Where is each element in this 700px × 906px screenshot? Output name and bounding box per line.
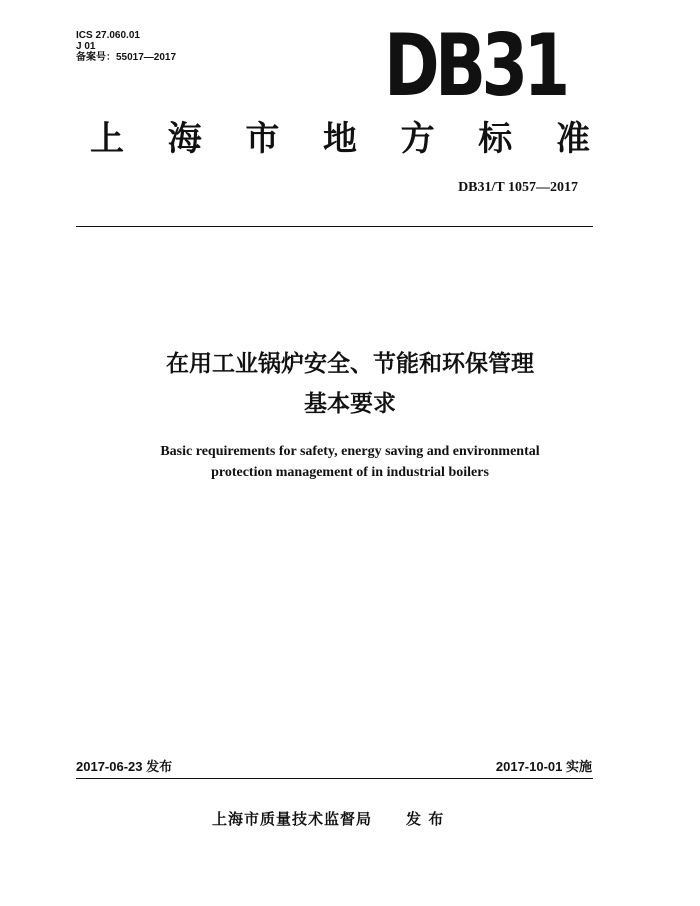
ccs-code: J 01: [76, 41, 96, 52]
issuer-name: 上海市质量技术监督局: [212, 810, 373, 828]
english-title-line-1: Basic requirements for safety, energy saving and environmental: [160, 444, 540, 459]
top-divider: [76, 226, 593, 227]
issue-date: 2017-06-23 发布: [76, 759, 173, 774]
standard-number: DB31/T 1057—2017: [458, 180, 578, 195]
ics-code: ICS 27.060.01: [76, 30, 140, 41]
standard-type-heading: [90, 118, 590, 160]
chinese-title: [60, 344, 640, 424]
document-metadata: [76, 30, 176, 63]
english-title-line-2: protection management of in industrial boilers: [211, 465, 489, 480]
chinese-title-line-1: 在用工业锅炉安全、节能和环保管理: [166, 351, 534, 377]
standard-type-char: 准: [555, 119, 590, 159]
standard-type-char: 上: [90, 119, 124, 159]
issuing-authority: [212, 808, 444, 829]
english-title: [60, 441, 640, 483]
standard-type-char: 海: [167, 119, 202, 159]
implementation-date: 2017-10-01 实施: [495, 759, 592, 774]
bottom-divider: [76, 778, 593, 779]
db31-logo: DB31: [384, 16, 566, 116]
standard-type-char: 地: [322, 119, 357, 159]
filing-number: 备案号：55017—2017: [76, 52, 177, 63]
chinese-title-line-2: 基本要求: [304, 391, 396, 417]
issuer-action: 发 布: [406, 810, 445, 828]
standard-type-char: 标: [478, 119, 513, 159]
standard-type-char: 市: [245, 119, 280, 159]
standard-type-char: 方: [400, 119, 435, 159]
